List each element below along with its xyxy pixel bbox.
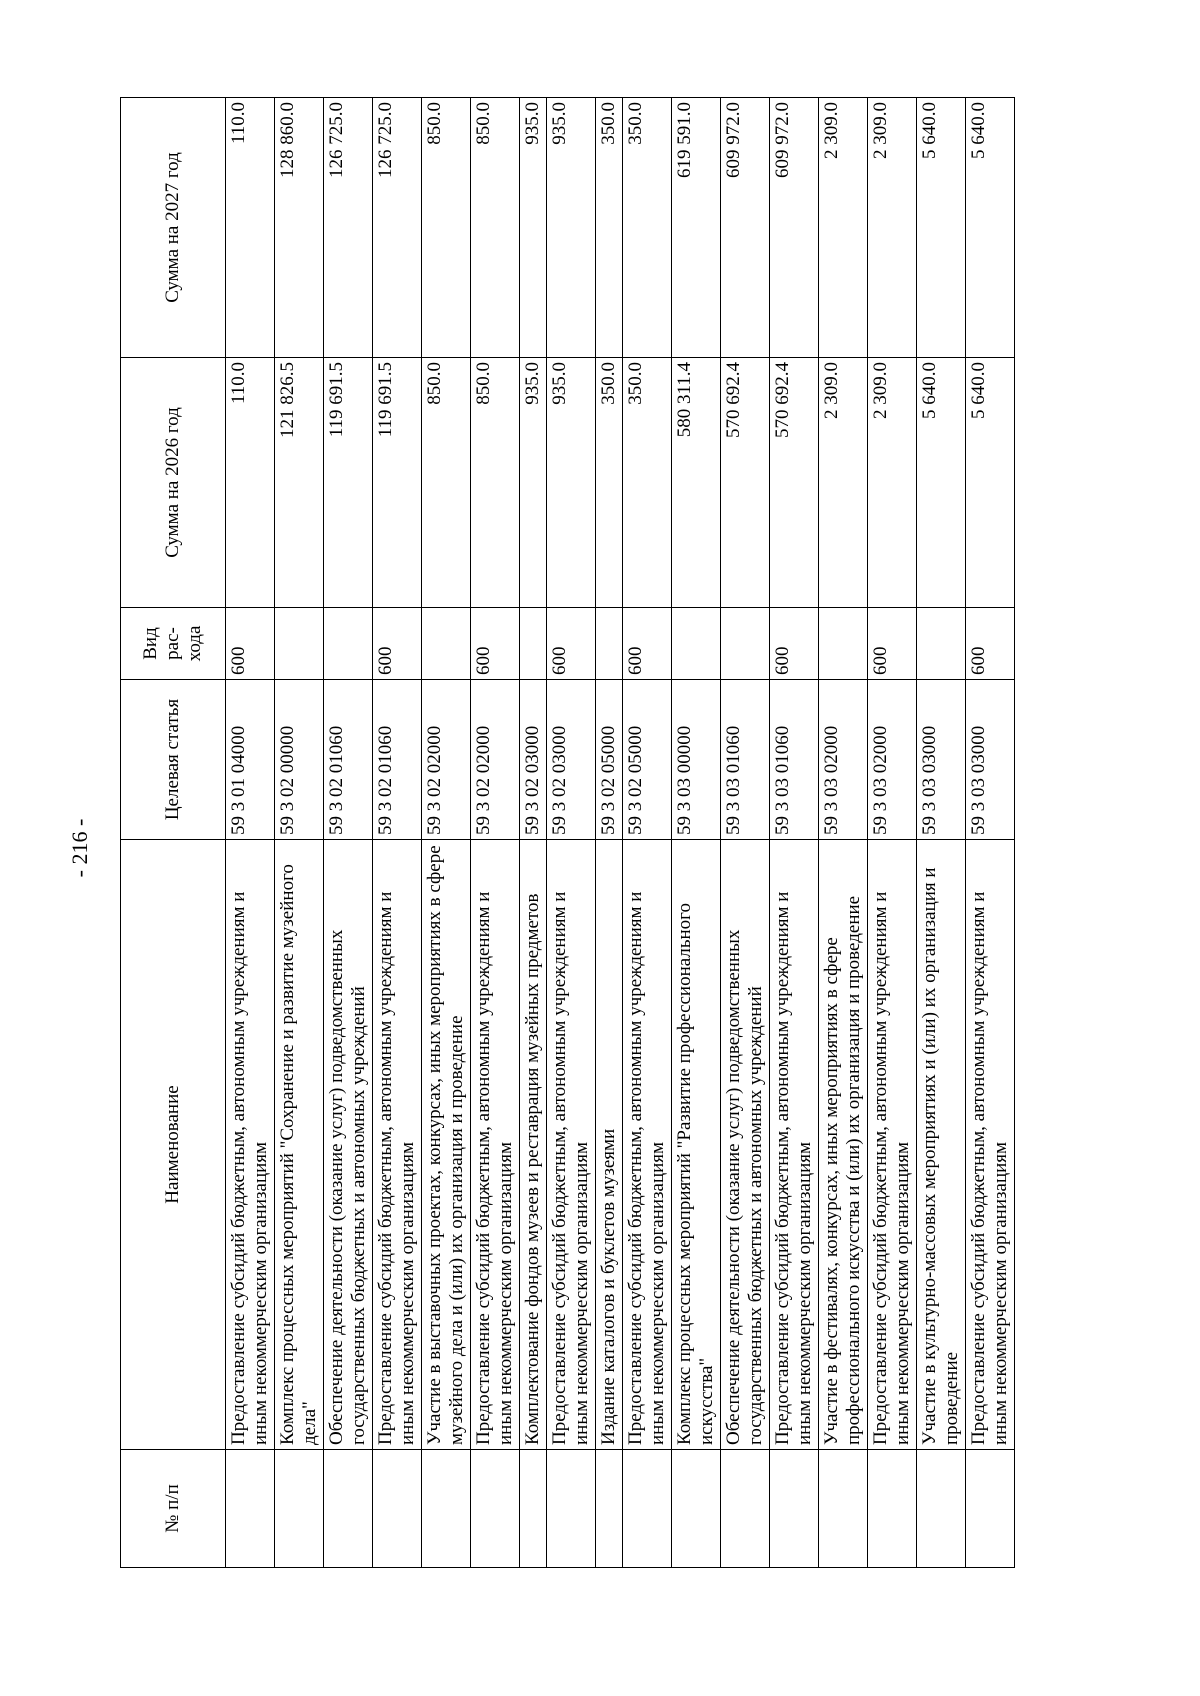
row-num: [324, 1450, 373, 1568]
table-row: [275, 98, 324, 1568]
row-expense-type: 600: [547, 608, 596, 680]
row-sum-2026: 5 640.0: [966, 358, 1015, 608]
row-num: [520, 1450, 547, 1568]
row-num: [373, 1450, 422, 1568]
row-num: [275, 1450, 324, 1568]
row-target-article: 59 3 02 03000: [547, 680, 596, 840]
row-name: Издание каталогов и буклетов музеями: [596, 840, 623, 1450]
row-expense-type: [819, 608, 868, 680]
row-sum-2027: 350.0: [623, 98, 672, 358]
row-sum-2027: 935.0: [520, 98, 547, 358]
row-sum-2026: 570 692.4: [770, 358, 819, 608]
header-name: Наименование: [121, 840, 226, 1450]
row-name: Предоставление субсидий бюджетным, автономным учреждениям и иным некоммерческим организациям: [868, 840, 917, 1450]
row-sum-2026: 350.0: [596, 358, 623, 608]
row-num: [868, 1450, 917, 1568]
row-num: [547, 1450, 596, 1568]
row-num: [819, 1450, 868, 1568]
row-target-article: 59 3 02 01060: [373, 680, 422, 840]
row-num: [471, 1450, 520, 1568]
row-sum-2027: 619 591.0: [672, 98, 721, 358]
row-sum-2026: 935.0: [547, 358, 596, 608]
row-sum-2027: 850.0: [422, 98, 471, 358]
row-target-article: 59 3 03 00000: [672, 680, 721, 840]
row-sum-2026: 850.0: [422, 358, 471, 608]
row-name: Комплекс процессных мероприятий "Развитие профессионального искусства": [672, 840, 721, 1450]
row-expense-type: [324, 608, 373, 680]
row-expense-type: [596, 608, 623, 680]
row-sum-2026: 570 692.4: [721, 358, 770, 608]
row-name: Комплекс процессных мероприятий "Сохранение и развитие музейного дела": [275, 840, 324, 1450]
row-name: Предоставление субсидий бюджетным, автономным учреждениям и иным некоммерческим организациям: [966, 840, 1015, 1450]
row-target-article: 59 3 02 01060: [324, 680, 373, 840]
table-row: [373, 98, 422, 1568]
table-row: [966, 98, 1015, 1568]
row-sum-2027: 935.0: [547, 98, 596, 358]
row-sum-2027: 850.0: [471, 98, 520, 358]
row-expense-type: [275, 608, 324, 680]
row-expense-type: 600: [623, 608, 672, 680]
row-sum-2027: 5 640.0: [917, 98, 966, 358]
header-num: № п/п: [121, 1450, 226, 1568]
row-sum-2027: 2 309.0: [868, 98, 917, 358]
row-target-article: 59 3 01 04000: [226, 680, 275, 840]
row-num: [917, 1450, 966, 1568]
row-sum-2026: 110.0: [226, 358, 275, 608]
table-row: [623, 98, 672, 1568]
row-target-article: 59 3 03 03000: [966, 680, 1015, 840]
row-name: Предоставление субсидий бюджетным, автономным учреждениям и иным некоммерческим организациям: [770, 840, 819, 1450]
row-expense-type: [422, 608, 471, 680]
row-sum-2026: 850.0: [471, 358, 520, 608]
header-expense-type: Вид рас- хода: [121, 608, 226, 680]
header-sum-2026: Сумма на 2026 год: [121, 358, 226, 608]
row-expense-type: 600: [226, 608, 275, 680]
row-num: [672, 1450, 721, 1568]
table-row: [868, 98, 917, 1568]
row-sum-2027: 5 640.0: [966, 98, 1015, 358]
row-sum-2027: 2 309.0: [819, 98, 868, 358]
row-target-article: 59 3 03 01060: [770, 680, 819, 840]
row-name: Предоставление субсидий бюджетным, автономным учреждениям и иным некоммерческим организациям: [547, 840, 596, 1450]
row-num: [623, 1450, 672, 1568]
row-expense-type: 600: [868, 608, 917, 680]
row-sum-2027: 126 725.0: [324, 98, 373, 358]
row-target-article: 59 3 02 03000: [520, 680, 547, 840]
row-name: Комплектование фондов музеев и реставрация музейных предметов: [520, 840, 547, 1450]
row-sum-2026: 2 309.0: [868, 358, 917, 608]
row-num: [596, 1450, 623, 1568]
table-row: [422, 98, 471, 1568]
table-header-row: [121, 98, 226, 1568]
row-sum-2026: 350.0: [623, 358, 672, 608]
row-expense-type: 600: [966, 608, 1015, 680]
table-row: [917, 98, 966, 1568]
row-target-article: 59 3 03 01060: [721, 680, 770, 840]
page-number: - 216 -: [67, 818, 92, 878]
row-expense-type: 600: [471, 608, 520, 680]
table-row: [324, 98, 373, 1568]
table-row: [596, 98, 623, 1568]
table-row: [672, 98, 721, 1568]
row-expense-type: [672, 608, 721, 680]
row-name: Участие в фестивалях, конкурсах, иных мероприятиях в сфере профессионального искусства и (или) их организация и проведение: [819, 840, 868, 1450]
row-target-article: 59 3 02 00000: [275, 680, 324, 840]
row-sum-2026: 580 311.4: [672, 358, 721, 608]
row-name: Обеспечение деятельности (оказание услуг) подведомственных государственных бюджетных и автономных учреждений: [324, 840, 373, 1450]
row-sum-2026: 121 826.5: [275, 358, 324, 608]
row-expense-type: [917, 608, 966, 680]
row-target-article: 59 3 03 02000: [868, 680, 917, 840]
budget-table: [120, 97, 1015, 1568]
row-sum-2027: 609 972.0: [721, 98, 770, 358]
row-name: Предоставление субсидий бюджетным, автономным учреждениям и иным некоммерческим организациям: [373, 840, 422, 1450]
row-sum-2027: 350.0: [596, 98, 623, 358]
row-expense-type: 600: [373, 608, 422, 680]
table-row: [770, 98, 819, 1568]
table-row: [226, 98, 275, 1568]
row-sum-2026: 119 691.5: [324, 358, 373, 608]
table-row: [721, 98, 770, 1568]
row-target-article: 59 3 02 05000: [623, 680, 672, 840]
header-target: Целевая статья: [121, 680, 226, 840]
row-name: Участие в культурно-массовых мероприятиях и (или) их организация и проведение: [917, 840, 966, 1450]
rotated-table-wrapper: [120, 98, 1080, 1568]
table-row: [471, 98, 520, 1568]
row-expense-type: [721, 608, 770, 680]
row-expense-type: [520, 608, 547, 680]
table-row: [547, 98, 596, 1568]
row-sum-2026: 2 309.0: [819, 358, 868, 608]
row-target-article: 59 3 02 05000: [596, 680, 623, 840]
row-num: [721, 1450, 770, 1568]
row-sum-2027: 110.0: [226, 98, 275, 358]
row-num: [966, 1450, 1015, 1568]
row-name: Предоставление субсидий бюджетным, автономным учреждениям и иным некоммерческим организациям: [471, 840, 520, 1450]
row-num: [770, 1450, 819, 1568]
header-sum-2027: Сумма на 2027 год: [121, 98, 226, 358]
row-target-article: 59 3 03 03000: [917, 680, 966, 840]
row-num: [422, 1450, 471, 1568]
row-sum-2026: 119 691.5: [373, 358, 422, 608]
table-row: [520, 98, 547, 1568]
row-target-article: 59 3 02 02000: [422, 680, 471, 840]
table-body: [226, 98, 1015, 1568]
row-name: Предоставление субсидий бюджетным, автономным учреждениям и иным некоммерческим организациям: [623, 840, 672, 1450]
row-sum-2026: 5 640.0: [917, 358, 966, 608]
row-sum-2026: 935.0: [520, 358, 547, 608]
row-sum-2027: 609 972.0: [770, 98, 819, 358]
row-name: Предоставление субсидий бюджетным, автономным учреждениям и иным некоммерческим организациям: [226, 840, 275, 1450]
row-sum-2027: 126 725.0: [373, 98, 422, 358]
row-target-article: 59 3 03 02000: [819, 680, 868, 840]
row-name: Обеспечение деятельности (оказание услуг) подведомственных государственных бюджетных и автономных учреждений: [721, 840, 770, 1450]
row-expense-type: 600: [770, 608, 819, 680]
row-num: [226, 1450, 275, 1568]
row-target-article: 59 3 02 02000: [471, 680, 520, 840]
table-row: [819, 98, 868, 1568]
row-name: Участие в выставочных проектах, конкурсах, иных мероприятиях в сфере музейного дела и (или) их организация и проведение: [422, 840, 471, 1450]
row-sum-2027: 128 860.0: [275, 98, 324, 358]
